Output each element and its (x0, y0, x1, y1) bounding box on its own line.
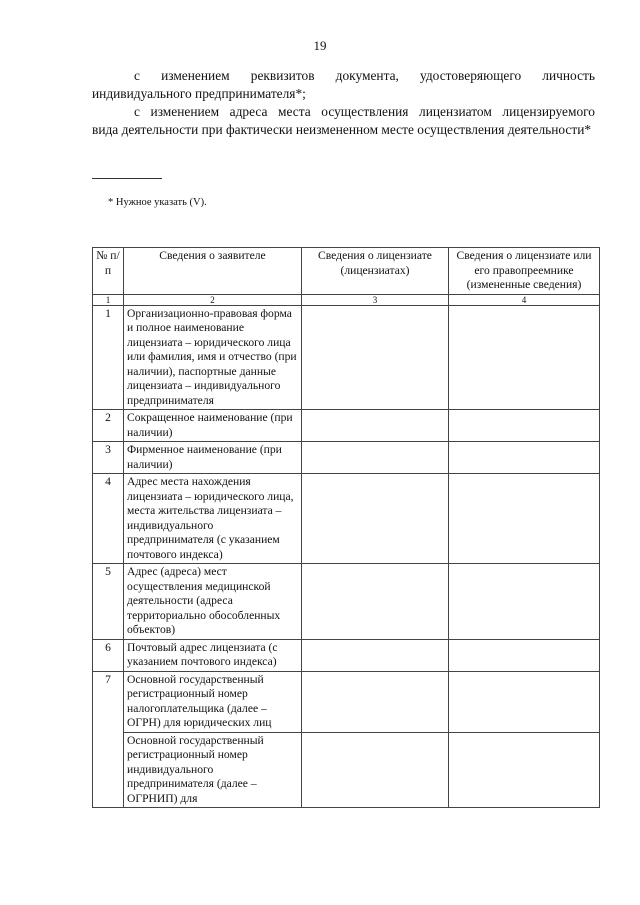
row-number: 7 (93, 671, 124, 808)
licensee-cell[interactable] (302, 305, 449, 410)
column-number: 4 (449, 294, 600, 305)
footnote-separator (92, 178, 162, 179)
row-description: Адрес (адреса) мест осуществления медицинской деятельности (адреса территориально обособленных объектов) (124, 564, 302, 640)
row-description: Почтовый адрес лицензиата (с указанием почтового индекса) (124, 639, 302, 671)
licensee-cell[interactable] (302, 671, 449, 732)
header-number: № п/п (93, 248, 124, 295)
table-row (93, 732, 600, 808)
row-number: 5 (93, 564, 124, 640)
license-info-table (92, 247, 600, 808)
licensee-cell[interactable] (302, 732, 449, 808)
table-row (93, 671, 600, 732)
licensee-cell[interactable] (302, 564, 449, 640)
licensee-cell[interactable] (302, 410, 449, 442)
licensee-cell[interactable] (302, 442, 449, 474)
header-changed-info: Сведения о лицензиате или его правопреемнике (измененные сведения) (449, 248, 600, 295)
row-description: Основной государственный регистрационный номер налогоплательщика (далее – ОГРН) для юридических лиц (124, 671, 302, 732)
row-description: Адрес места нахождения лицензиата – юридического лица, места жительства лицензиата – индивидуального предпринимателя (с указанием почтового индекса) (124, 474, 302, 564)
paragraph-id-document-change (92, 67, 595, 103)
table-row (93, 305, 600, 410)
licensee-cell[interactable] (302, 474, 449, 564)
paragraph-first-line: с изменением адреса места осуществления лицензиатом лицензируемого (134, 104, 595, 119)
paragraph-first-line: с изменением реквизитов документа, удостоверяющего личность (134, 68, 595, 83)
row-number: 1 (93, 305, 124, 410)
table-header-row (93, 248, 600, 295)
changed-info-cell[interactable] (449, 305, 600, 410)
footnote: * Нужное указать (V). (108, 197, 207, 208)
row-number: 6 (93, 639, 124, 671)
paragraph-continuation: индивидуального предпринимателя*; (92, 86, 306, 101)
changed-info-cell[interactable] (449, 442, 600, 474)
paragraph-address-change (92, 103, 595, 139)
changed-info-cell[interactable] (449, 671, 600, 732)
column-number-row (93, 294, 600, 305)
table-row (93, 410, 600, 442)
column-number: 3 (302, 294, 449, 305)
row-description: Сокращенное наименование (при наличии) (124, 410, 302, 442)
changed-info-cell[interactable] (449, 639, 600, 671)
table-row (93, 442, 600, 474)
row-description: Фирменное наименование (при наличии) (124, 442, 302, 474)
header-licensee-info: Сведения о лицензиате (лицензиатах) (302, 248, 449, 295)
licensee-cell[interactable] (302, 639, 449, 671)
changed-info-cell[interactable] (449, 410, 600, 442)
header-applicant-info: Сведения о заявителе (124, 248, 302, 295)
row-number: 3 (93, 442, 124, 474)
page-number: 19 (313, 38, 327, 53)
row-description: Организационно-правовая форма и полное наименование лицензиата – юридического лица или фамилия, имя и отчество (при наличии), паспортные данные лицензиата – индивидуального предпринимателя (124, 305, 302, 410)
changed-info-cell[interactable] (449, 474, 600, 564)
row-number: 4 (93, 474, 124, 564)
column-number: 2 (124, 294, 302, 305)
changed-info-cell[interactable] (449, 732, 600, 808)
table-row (93, 564, 600, 640)
row-number: 2 (93, 410, 124, 442)
row-description: Основной государственный регистрационный номер индивидуального предпринимателя (далее – ОГРНИП) для (124, 732, 302, 808)
column-number: 1 (93, 294, 124, 305)
paragraph-continuation: вида деятельности при фактически неизмененном месте осуществления деятельности* (92, 122, 592, 137)
changed-info-cell[interactable] (449, 564, 600, 640)
table-row (93, 474, 600, 564)
table-row (93, 639, 600, 671)
